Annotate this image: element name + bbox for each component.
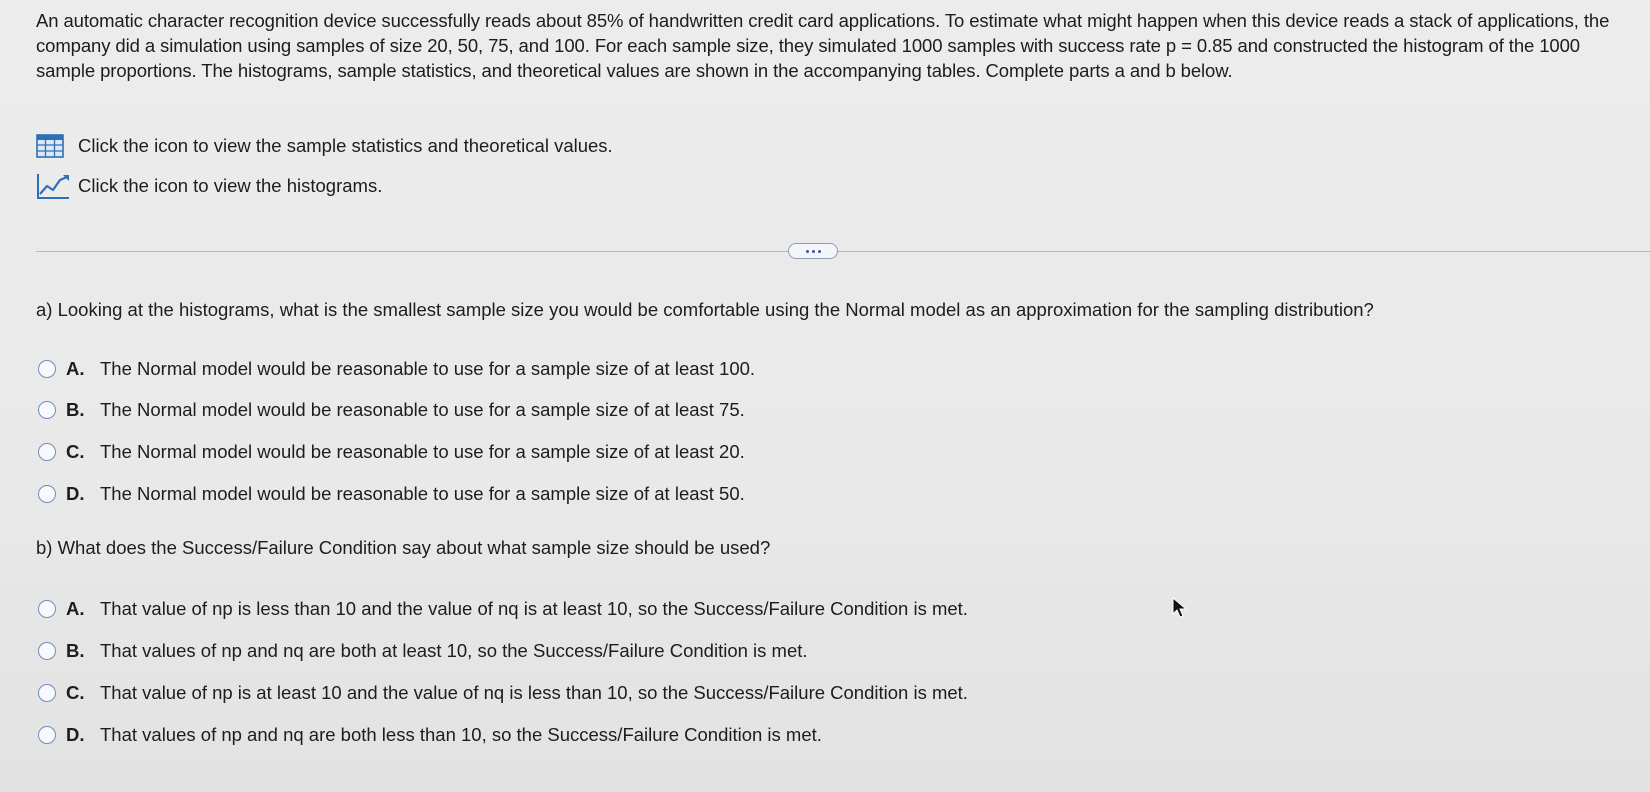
view-histograms-label: Click the icon to view the histograms. (78, 175, 383, 196)
option-letter: C. (66, 682, 85, 703)
option-letter: B. (66, 399, 85, 420)
part-a-option-c[interactable] (38, 439, 745, 465)
question-part-b: b) What does the Success/Failure Condition say about what sample size should be used? (36, 537, 771, 558)
radio-button[interactable] (38, 485, 56, 503)
option-letter: C. (66, 441, 85, 462)
option-text: That value of np is less than 10 and the value of nq is at least 10, so the Success/Failure Condition is met. (100, 598, 968, 619)
part-b-option-b[interactable] (38, 638, 808, 664)
table-grid-icon[interactable] (36, 131, 70, 161)
radio-button[interactable] (38, 684, 56, 702)
radio-button[interactable] (38, 726, 56, 744)
expand-more-button[interactable] (788, 243, 838, 259)
view-statistics-label: Click the icon to view the sample statistics and theoretical values. (78, 135, 613, 156)
view-histograms-link[interactable] (36, 171, 382, 201)
mouse-pointer-icon (1172, 597, 1188, 619)
part-a-option-a[interactable] (38, 356, 755, 382)
option-text: The Normal model would be reasonable to use for a sample size of at least 50. (100, 483, 745, 504)
part-b-option-a[interactable] (38, 596, 968, 622)
radio-button[interactable] (38, 360, 56, 378)
part-b-option-d[interactable] (38, 722, 822, 748)
part-b-option-c[interactable] (38, 680, 968, 706)
question-part-a: a) Looking at the histograms, what is the smallest sample size you would be comfortable using the Normal model as an approximation for the sampling distribution? (36, 299, 1374, 320)
radio-button[interactable] (38, 600, 56, 618)
ellipsis-dot (806, 250, 809, 253)
option-text: The Normal model would be reasonable to use for a sample size of at least 100. (100, 358, 756, 379)
ellipsis-dot (812, 250, 815, 253)
section-divider (36, 251, 1650, 252)
radio-button[interactable] (38, 443, 56, 461)
option-text: That value of np is at least 10 and the value of nq is less than 10, so the Success/Failure Condition is met. (100, 682, 968, 703)
option-letter: D. (66, 724, 85, 745)
part-a-option-b[interactable] (38, 397, 745, 423)
option-text: The Normal model would be reasonable to use for a sample size of at least 75. (100, 399, 745, 420)
option-letter: A. (66, 598, 85, 619)
option-text: The Normal model would be reasonable to use for a sample size of at least 20. (100, 441, 745, 462)
part-a-option-d[interactable] (38, 481, 745, 507)
radio-button[interactable] (38, 642, 56, 660)
radio-button[interactable] (38, 401, 56, 419)
option-letter: B. (66, 640, 85, 661)
problem-statement: An automatic character recognition device successfully reads about 85% of handwritten credit card applications. To estimate what might happen when this device reads a stack of applications, the company did a simulation using samples of size 20, 50, 75, and 100. For each sample size, they simulated 1000 samples with success rate p = 0.85 and constructed the histogram of the 1000 sample proportions. The histograms, sample statistics, and theoretical values are shown in the accompanying tables. Complete parts a and b below. (36, 10, 1610, 81)
view-statistics-link[interactable] (36, 131, 613, 161)
option-text: That values of np and nq are both less than 10, so the Success/Failure Condition is met. (100, 724, 822, 745)
option-letter: A. (66, 358, 85, 379)
option-text: That values of np and nq are both at least 10, so the Success/Failure Condition is met. (100, 640, 808, 661)
ellipsis-dot (818, 250, 821, 253)
option-letter: D. (66, 483, 85, 504)
line-chart-icon[interactable] (36, 171, 70, 201)
